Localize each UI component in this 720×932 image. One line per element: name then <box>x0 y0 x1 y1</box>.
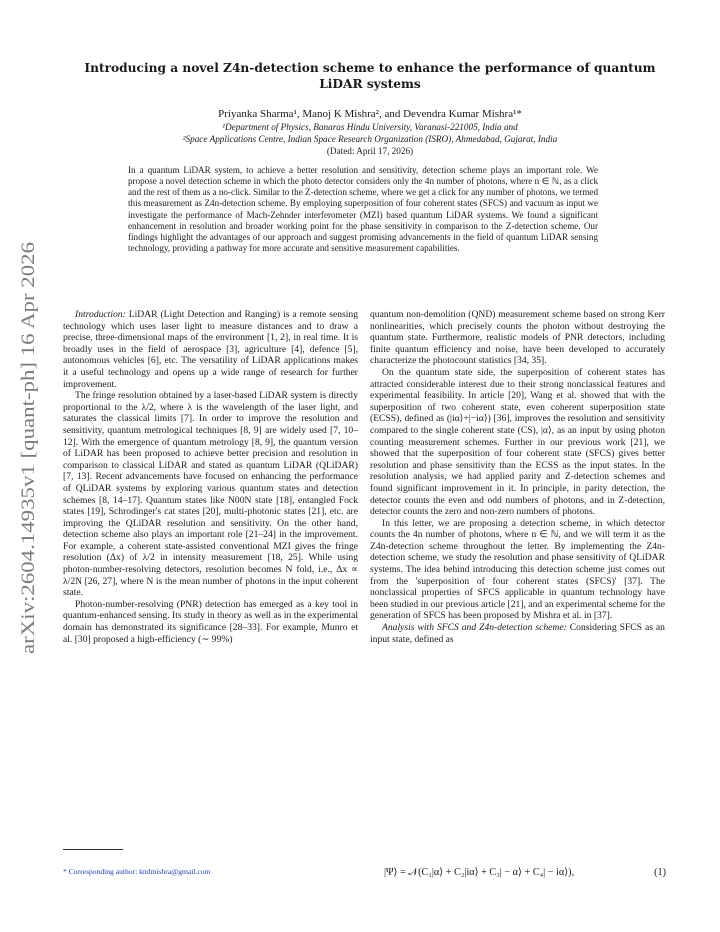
intro-paragraph <box>63 309 358 390</box>
title-line-1: Introducing a novel Z4n-detection scheme to enhance the performance of quantum <box>84 61 656 75</box>
footnote-divider <box>63 849 123 850</box>
right-column <box>370 309 665 645</box>
affiliation-1: ¹Department of Physics, Banaras Hindu University, Varanasi-221005, India and <box>222 122 518 132</box>
letter-proposal-paragraph: In this letter, we are proposing a detection scheme, in which detector counts the 4n number of photons, where n ∈ ℕ, and we will term it as the Z4n-detection scheme throughout the letter. By implementing the Z4n-detection scheme, we study the resolution and phase sensitivity of QLiDAR systems. The idea behind introducing this detection scheme just comes out from the 'superposition of four coherent states (SFCS)' [37]. The nonclassical properties of SFCS applicable in quantum technology have been studied in our previous article [21], and an experimental scheme for the generation of SFCS has been proposed by Mishra et al. in [37]. <box>370 517 665 622</box>
arxiv-identifier: arXiv:2604.14935v1 [quant-ph] 16 Apr 2026 <box>18 311 39 654</box>
analysis-text: Considering SFCS as an input state, defined as <box>370 622 665 645</box>
affiliation-2: ²Space Applications Centre, Indian Space Research Organization (ISRO), Ahmedabad, Gujarat, India <box>182 134 558 144</box>
coherent-superposition-paragraph: On the quantum state side, the superposition of coherent states has attracted considerable interest due to their strong nonclassical features and experimental feasibility. In article [20], Wang et al. showed that with the superposition of two coherent state, even coherent superposition state (ECSS), defined as (|iα⟩+|−iα⟩) [36], improves the resolution and sensitivity compared to the single coherent state (CS), |α⟩, as an input by using photon counting measurement schemes. Further in our previous work [21], we showed that the superposition of four coherent state (SFCS) gives better resolution and phase sensitivity than the ECSS as the input states. In the resolution analysis, we had applied parity and Z-detection schemes and found significant improvement in it. In principle, in parity detection, the detector counts the even and odd numbers of photons, and in Z-detection, detector counts the zero and non-zero numbers of photons. <box>370 366 665 518</box>
fringe-resolution-paragraph: The fringe resolution obtained by a laser-based LiDAR system is directly proportional to the λ/2, where λ is the wavelength of the laser light, and saturates the classical limits [7]. In order to improve the resolution and sensitivity, quantum metrological techniques [8, 9] are widely used [7, 10–12]. With the emergence of quantum metrology [8, 9], the quantum version of LiDAR has been proposed to achieve better precision and resolution in comparison to classical LiDAR and stated as quantum LiDAR (QLiDAR) [7, 13]. Recent advancements have focused on enhancing the performance of QLiDAR systems by exploring various quantum states and detection schemes [8, 14–17]. Quantum states like N00N state [18], entangled Fock states [19], Schrodinger's cat states [20], multi-photonic states [21], etc. are improving the QLiDAR resolution and sensitivity. On the other hand, detection scheme also plays an important role [21–24] in the improvement. For example, a coherent state-assisted conventional MZI gives the fringe resolution (Δx) of λ/2 in intensity measurement [18, 25]. While using photon-number-resolving detectors, resolution becomes N fold, i.e., Δx ∝ λ/2N [26, 27], where N is the mean number of photons in the input coherent state. <box>63 390 358 599</box>
intro-text: LiDAR (Light Detection and Ranging) is a remote sensing technology which uses laser light to measure distances and to draw a precise, three-dimensional maps of the environment [1, 2], in real time. It is broadly uses in the field of aerospace [3], agriculture [4], defence [5], autonomous vehicles [6], etc. The versatility of LiDAR applications makes it a useful technology and opens up a wide range of research for further improvement. <box>63 309 358 390</box>
arxiv-side-stamp <box>4 238 48 658</box>
title-line-2: LiDAR systems <box>319 77 421 91</box>
pnr-detection-paragraph: Photon-number-resolving (PNR) detection has emerged as a key tool in quantum-enhanced sensing. Its study in theory as well as in the experimental domain has demonstrated its significance [28–33]. For example, Munro et al. [30] proposed a high-efficiency (∼ 99%) <box>63 598 358 645</box>
equation-expression: |Ψ⟩ = 𝒩(C₁|α⟩ + C₂|iα⟩ + C₃| − α⟩ + C₄| − iα⟩), <box>384 867 575 878</box>
intro-lead: Introduction: <box>75 309 126 320</box>
author-list: Priyanka Sharma¹, Manoj K Mishra², and Devendra Kumar Mishra¹* <box>218 108 522 120</box>
equation-number: (1) <box>654 867 666 878</box>
left-column <box>63 309 358 645</box>
analysis-lead: Analysis with SFCS and Z4n-detection scheme: <box>382 622 567 634</box>
analysis-paragraph <box>370 622 665 645</box>
qnd-paragraph: quantum non-demolition (QND) measurement scheme based on strong Kerr nonlinearities, which precisely counts the photon without destroying the quantum state. Furthermore, realistic models of PNR detectors, including finite quantum efficiency and noise, have been developed to accurately characterize the photocount statistics [34, 35]. <box>370 309 665 367</box>
paper-title <box>70 60 670 92</box>
abstract: In a quantum LiDAR system, to achieve a better resolution and sensitivity, detection scheme plays an important role. We propose a novel detection scheme in which the photo detector considers only the 4n number of photons, where n ∈ ℕ, as a click and the rest of them as a no-click. Similar to the Z-detection scheme, where we get a click for any number of photons, we termed this measurement as Z4n-detection scheme. By employing superposition of four coherent states (SFCS) and vacuum as input we investigate the performance of Mach-Zehnder interferometer (MZI) based quantum LiDAR systems. We found a significant enhancement in resolution and broader working point for the phase sensitivity in comparison to the Z-detection scheme. Our findings highlight the advantages of our approach and suggest promising advancements in the field of quantum LiDAR sensing technology, providing a pathway for more accurate and sensitive measurement capabilities. <box>128 165 598 254</box>
corresponding-author-link[interactable]: * Corresponding author: kndmishra@gmail.com <box>63 867 211 876</box>
date-line: (Dated: April 17, 2026) <box>326 146 414 156</box>
